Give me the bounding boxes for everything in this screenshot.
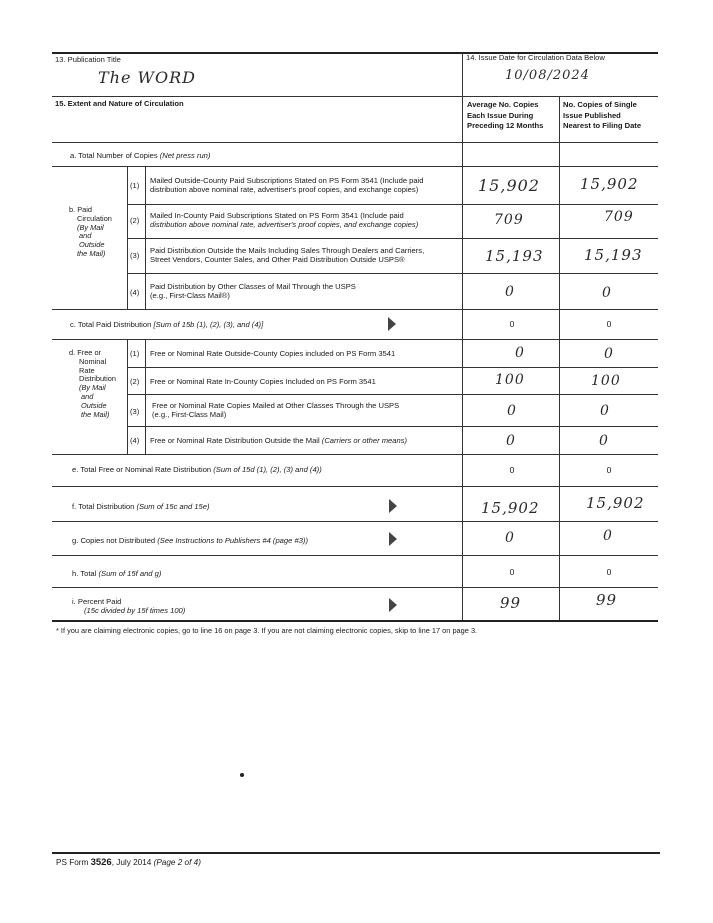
row-d3-single: 0 [600, 403, 610, 419]
row-b4-description: Paid Distribution by Other Classes of Mail Through the USPS (e.g., First-Class Mail®) [150, 282, 356, 301]
form-footer: PS Form 3526, July 2014 (Page 2 of 4) [56, 857, 201, 868]
arrow-c-icon [388, 317, 396, 331]
row-b2-average: 709 [494, 212, 524, 228]
row-g-average: 0 [505, 530, 515, 546]
row-b2-num: (2) [130, 216, 140, 225]
rule-after-f [52, 521, 658, 522]
row-b2-description: Mailed In-County Paid Subscriptions Stated on PS Form 3541 (Include paid distribution above nominal rate, advertiser's proof copies, and exchange copies) [150, 211, 419, 230]
row-f-average: 15,902 [481, 499, 540, 517]
rule-after-b2 [127, 238, 658, 239]
row-d1-num: (1) [130, 349, 140, 358]
d-group-label: d. Free or Nominal Rate Distribution (By Mail and Outside the Mail) [69, 348, 116, 419]
arrow-f-icon [389, 499, 397, 513]
row-i-average: 99 [500, 594, 522, 612]
row-d2-single: 100 [591, 373, 621, 389]
rule-after-d2 [127, 394, 658, 395]
row-i-single: 99 [596, 591, 618, 609]
row-d1-description: Free or Nominal Rate Outside-County Copies included on PS Form 3541 [150, 349, 396, 358]
publication-title-label: 13. Publication Title [55, 55, 121, 64]
row-c-average: 0 [509, 319, 515, 329]
row-d4-description: Free or Nominal Rate Distribution Outside the Mail (Carriers or other means) [150, 436, 408, 445]
row-h-average: 0 [509, 567, 515, 577]
row-d4-num: (4) [130, 436, 140, 445]
rule-after-c [52, 339, 658, 340]
rule-after-e [52, 486, 658, 487]
rule-after-d3 [127, 426, 658, 427]
publication-title-value: The WORD [98, 68, 196, 87]
row-b4-single: 0 [602, 285, 612, 301]
row-d1-single: 0 [604, 346, 614, 362]
issue-date-value: 10/08/2024 [505, 68, 590, 83]
footer-rule [52, 852, 660, 854]
row-h-label: h. Total (Sum of 15f and g) [72, 569, 162, 578]
row-i-label: i. Percent Paid (15c divided by 15f times 100) [72, 597, 186, 616]
b-num-divider [145, 166, 146, 309]
row-h-single: 0 [606, 567, 612, 577]
row-d3-num: (3) [130, 407, 140, 416]
issue-date-label: 14. Issue Date for Circulation Data Below [466, 53, 605, 62]
col-divider-single [559, 96, 560, 620]
rule-after-d4 [52, 454, 658, 455]
d-num-divider [145, 339, 146, 454]
scan-speck [240, 773, 244, 777]
row-g-label: g. Copies not Distributed (See Instructions to Publishers #4 (page #3)) [72, 536, 308, 545]
row-e-single: 0 [606, 465, 612, 475]
row-b2-single: 709 [604, 209, 634, 225]
row-c-label: c. Total Paid Distribution [Sum of 15b (1), (2), (3), and (4)] [70, 320, 264, 329]
rule-after-d1 [127, 367, 658, 368]
rule-after-a [52, 166, 658, 167]
row-d3-average: 0 [507, 403, 517, 419]
row-d2-average: 100 [495, 372, 525, 388]
row-b3-single: 15,193 [584, 246, 643, 264]
row-d3-description: Free or Nominal Rate Copies Mailed at Other Classes Through the USPS (e.g., First-Class Mail) [152, 401, 400, 420]
row-b1-num: (1) [130, 181, 140, 190]
b-group-divider [127, 166, 128, 309]
row-f-label: f. Total Distribution (Sum of 15c and 15e) [72, 502, 210, 511]
rule-after-g [52, 555, 658, 556]
b-group-label: b. Paid Circulation (By Mail and Outside the Mail) [69, 205, 112, 258]
rule-after-title [52, 96, 658, 97]
electronic-copies-footnote: * If you are claiming electronic copies, go to line 16 on page 3. If you are not claiming electronic copies, skip to line 17 on page 3. [56, 626, 478, 635]
row-g-single: 0 [603, 528, 613, 544]
row-b4-average: 0 [505, 284, 515, 300]
row-b1-average: 15,902 [478, 176, 540, 195]
row-b1-single: 15,902 [580, 175, 639, 193]
row-d2-description: Free or Nominal Rate In-County Copies Included on PS Form 3541 [150, 377, 376, 386]
row-b4-num: (4) [130, 288, 140, 297]
col-header-single-issue: No. Copies of Single Issue Published Nearest to Filing Date [563, 100, 642, 130]
row-d2-num: (2) [130, 377, 140, 386]
col-header-average: Average No. Copies Each Issue During Preceding 12 Months [467, 100, 544, 130]
rule-after-b3 [127, 273, 658, 274]
row-b1-description: Mailed Outside-County Paid Subscriptions Stated on PS Form 3541 (Include paid distribution above nominal rate, advertiser's proof copies, and exchange copies) [150, 176, 424, 195]
arrow-i-icon [389, 598, 397, 612]
row-b3-average: 15,193 [485, 247, 544, 265]
row-d4-average: 0 [506, 433, 516, 449]
d-group-divider [127, 339, 128, 454]
row-a-label: a. Total Number of Copies (Net press run) [70, 151, 211, 160]
section-15-title: 15. Extent and Nature of Circulation [55, 99, 184, 108]
row-b3-num: (3) [130, 251, 140, 260]
row-f-single: 15,902 [586, 494, 645, 512]
rule-bottom [52, 620, 658, 622]
rule-after-h [52, 587, 658, 588]
row-e-average: 0 [509, 465, 515, 475]
rule-after-col-headers [52, 142, 658, 143]
row-d4-single: 0 [599, 433, 609, 449]
row-e-label: e. Total Free or Nominal Rate Distribution (Sum of 15d (1), (2), (3) and (4)) [72, 465, 322, 474]
rule-after-b4 [52, 309, 658, 310]
row-b3-description: Paid Distribution Outside the Mails Including Sales Through Dealers and Carriers, Street Vendors, Counter Sales, and Other Paid Distribution Outside USPS® [150, 246, 425, 265]
rule-after-b1 [127, 204, 658, 205]
col-divider-avg [462, 52, 463, 620]
row-d1-average: 0 [515, 345, 525, 361]
row-c-single: 0 [606, 319, 612, 329]
arrow-g-icon [389, 532, 397, 546]
